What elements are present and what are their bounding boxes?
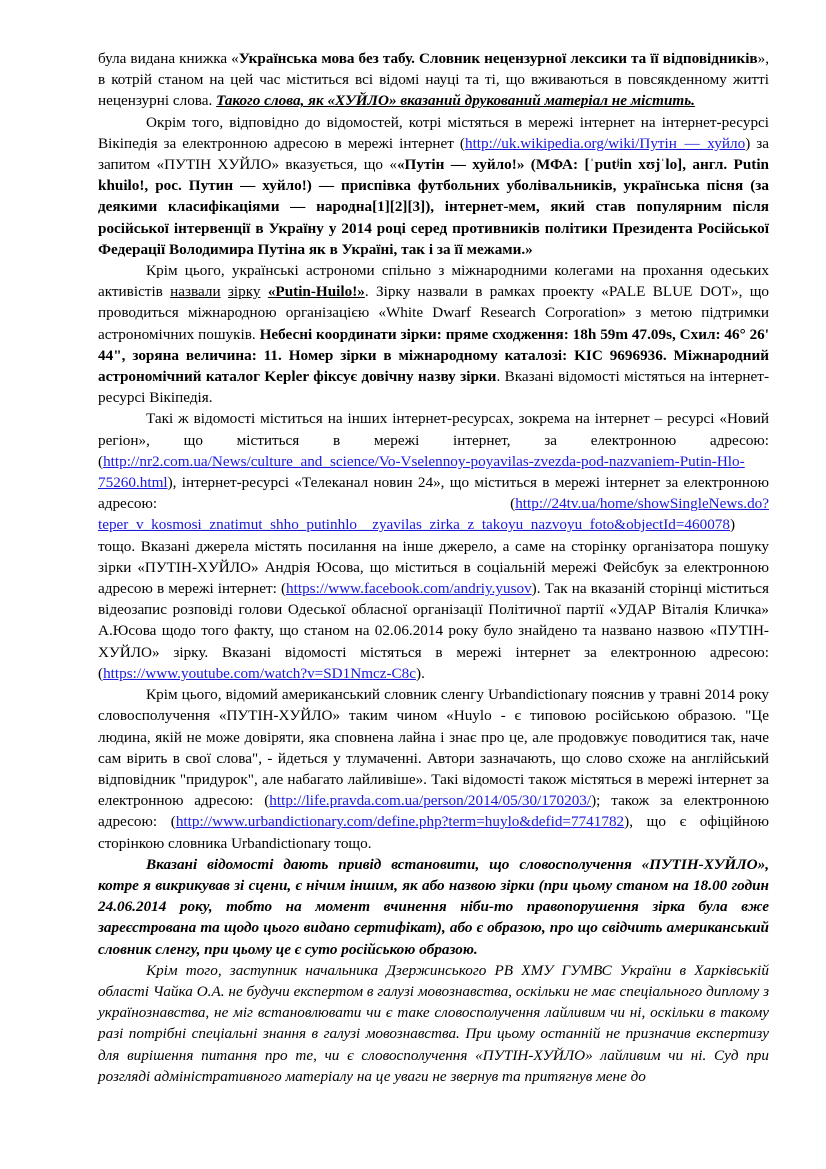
emphasis-statement: Такого слова, як «ХУЙЛО» вказаний друкований матеріал не містить. (216, 92, 695, 110)
paragraph-book (98, 48, 769, 112)
star-name: «Putin-Huilo!» (267, 283, 365, 301)
urbandictionary-link[interactable]: http://www.urbandictionary.com/define.php?term=huylo&defid=7741782 (175, 813, 625, 831)
star-coordinates: Небесні координати зірки: пряме сходження: 18h 59m 47.09s, Схил: 46° 26' 44", зоряна величина: 11. Номер зірки в міжнародному каталозі: KIC 9696936. Міжнародний астрономічний каталог Kepler фіксує довічну назву зірки (98, 325, 769, 386)
text: Крім цього, українські астрономи спільно з міжнародними колегами на прохання одеських активістів (98, 262, 769, 301)
nr2-link[interactable]: http://nr2.com.ua/News/culture_and_science/Vo-Vselennoy-poyavilas-zvezda-pod-nazvaniem-Putin-Hlo-75260.html (98, 452, 745, 492)
paragraph-urbandictionary (98, 684, 769, 854)
text: . Зірку назвали в рамках проекту «PALE BLUE DOT», що проводиться міжнародною організацією «White Dwarf Research Corporation» з метою підтримки астрономічних пошуків. (98, 283, 769, 343)
text: . Вказані відомості містяться на інтернет-ресурсі Вікіпедія. (98, 368, 769, 407)
paragraph-star (98, 260, 769, 408)
text: Крім того, заступник начальника Дзержинського РВ ХМУ ГУМВС України в Харківській області Чайка О.А. не будучи експертом в галузі мовознавства, оскільки не має спеціального диплому з українознавства, не міг встановлювати чи є таке словосполучення лайливим чи ні, оскільки в такому разі потрібні спеціальні знання в галузі мовознавства. При цьому останній не призначив експертизу для вирішення питання про те, чи є словосполучення «ПУТІН-ХУЙЛО» лайливим чи ні. Суд при розгляді адміністративного матеріалу на це уваги не звернув та притягнув мене до (98, 961, 769, 1085)
text: ) за запитом «ПУТІН ХУЙЛО» вказується, що « (98, 134, 769, 174)
text: Такі ж відомості міститься на інших інтернет-ресурсах, зокрема на інтернет – ресурсі «Новий регіон», що міститься в мережі інтернет, за електронною адресою: ( (98, 410, 769, 470)
paragraph-other-sources: Такі ж відомості міститься на інших інтернет-ресурсах, зокрема на інтернет – ресурсі «Новий регіон», що міститься в мережі інтернет, за електронною адресою: (http://nr2.com.ua/News/culture_and_science/Vo-Vselennoy-poyavilas-zvezda-pod-nazvaniem-Putin-Hlo-75260.html), інтернет-ресурсі «Телеканал новин 24», що міститься в мережі інтернет за електронною адресою: (http://24tv.ua/home/showSingleNews.do?teper_v_kosmosi_znatimut_shho_putinhlo__zyavilas_zirka_z_takoyu_nazvoyu_foto&objectId=460078) тощо. Вказані джерела містять посилання на інше джерело, а саме на сторінку організатора пошуку зірки «ПУТІН-ХУЙЛО» Андрія Юсова, що міститься в соціальній мережі Фейсбук за електронною адресою в мережі інтернет: (https://www.facebook.com/andriy.yusov). Так на вказаній сторінці міститься відеозапис розповіді голови Одеської обласної організації Політичної партії «УДАР Віталія Кличка» А.Юсова щодо того факту, що станом на 02.06.2014 року було знайдено та названо назвою «ПУТІН-ХУЙЛО» зірку. Вказані відомості містяться в мережі інтернет за електронною адресою: (https://www.youtube.com/watch?v=SD1Nmcz-C8c). (98, 410, 769, 682)
text: », в котрій станом на цей час міститься всі відомі науці та ті, що вживаються в повсякденному житті нецензурні слова. (98, 50, 770, 110)
text: Крім цього, відомий американський словник сленгу Urbandictionary пояснив у травні 2014 року словосполучення «ПУТІН-ХУЙЛО» таким чином «Huylo - є типовою російською образою. "Це людина, якій не може довіряти, яка сповнена лайна і знає про це, але продовжує поводитися так, наче сам вірить в свої слова", - йдеться у тлумаченні. Автори зазначають, що слово схоже на англійський відповідник "придурок", але набагато лайливіше». Такі відомості також містяться в мережі інтернет за електронною адресою: ( (98, 686, 769, 810)
text: Окрім того, відповідно до відомостей, котрі містяться в мережі інтернет на інтернет-ресурсі Вікіпедія за електронною адресою в мережі інтернет ( (98, 113, 769, 152)
text: ), інтернет-ресурсі «Телеканал новин 24», що міститься в мережі інтернет за електронною адресою: ( (98, 474, 769, 513)
wikipedia-link[interactable]: http://uk.wikipedia.org/wiki/Путін_—_хуйло (464, 134, 746, 152)
24tv-link[interactable]: http://24tv.ua/home/showSingleNews.do?teper_v_kosmosi_znatimut_shho_putinhlo__zyavilas_zirka_z_takoyu_nazvoyu_foto&objectId=460078 (98, 495, 769, 534)
text: ). Так на вказаній сторінці міститься відеозапис розповіді голови Одеської обласної організації Політичної партії «УДАР Віталія Кличка» А.Юсова щодо того факту, що станом на 02.06.2014 року було знайдено та названо назвою «ПУТІН-ХУЙЛО» зірку. Вказані відомості містяться в мережі інтернет за електронною адресою: ( (98, 580, 769, 682)
text: ) тощо. Вказані джерела містять посилання на інше джерело, а саме на сторінку організатора пошуку зірки «ПУТІН-ХУЙЛО» Андрія Юсова, що міститься в соціальній мережі Фейсбук за електронною адресою в мережі інтернет: ( (98, 516, 769, 598)
paragraph-deputy (98, 960, 769, 1087)
underlined-text: назвали (170, 283, 221, 301)
text: була видана книжка « (98, 50, 239, 67)
wikipedia-quote: «Путін — хуйло!» (МФА: [ˈputʲin xʊjˈlo], англ. Putin khuilo!, рос. Путин — хуйло!) — приспівка футбольних уболівальників, українська пісня (за деякими класифікаціями — народна[1][2][3]), інтернет-мем, який став популярним після російської інтервенції в Україну у 2014 році серед противників політики Президента Російської Федерації Володимира Путіна як в Україні, так і за її межами.» (98, 156, 769, 258)
pravda-link[interactable]: http://life.pravda.com.ua/person/2014/05/30/170203/ (269, 792, 592, 810)
book-title: Українська мова без табу. Словник нецензурної лексики та її відповідників (238, 50, 758, 67)
paragraph-conclusion (98, 854, 769, 960)
paragraph-wikipedia (98, 112, 769, 260)
underlined-text: зірку (227, 283, 261, 301)
text: ), що є офіційною сторінкою словника Urbandictionary тощо. (98, 813, 770, 852)
facebook-link[interactable]: https://www.facebook.com/andriy.yusov (286, 580, 532, 598)
youtube-link[interactable]: https://www.youtube.com/watch?v=SD1Nmcz-C8c (103, 664, 417, 682)
text: ); також за електронною адресою: ( (98, 792, 769, 831)
conclusion-text: Вказані відомості дають привід встановити, що словосполучення «ПУТІН-ХУЙЛО», котре я викрикував зі сцени, є нічим іншим, як або назвою зірки (при цьому станом на 18.00 годин 24.06.2014 року, тобто на момент вчинення ніби-то правопорушення зірка була вже зареєстрована та щодо цього видано сертифікат), або є образою, про що свідчить американський словник сленгу, при цьому це є суто російською образою. (98, 855, 769, 958)
